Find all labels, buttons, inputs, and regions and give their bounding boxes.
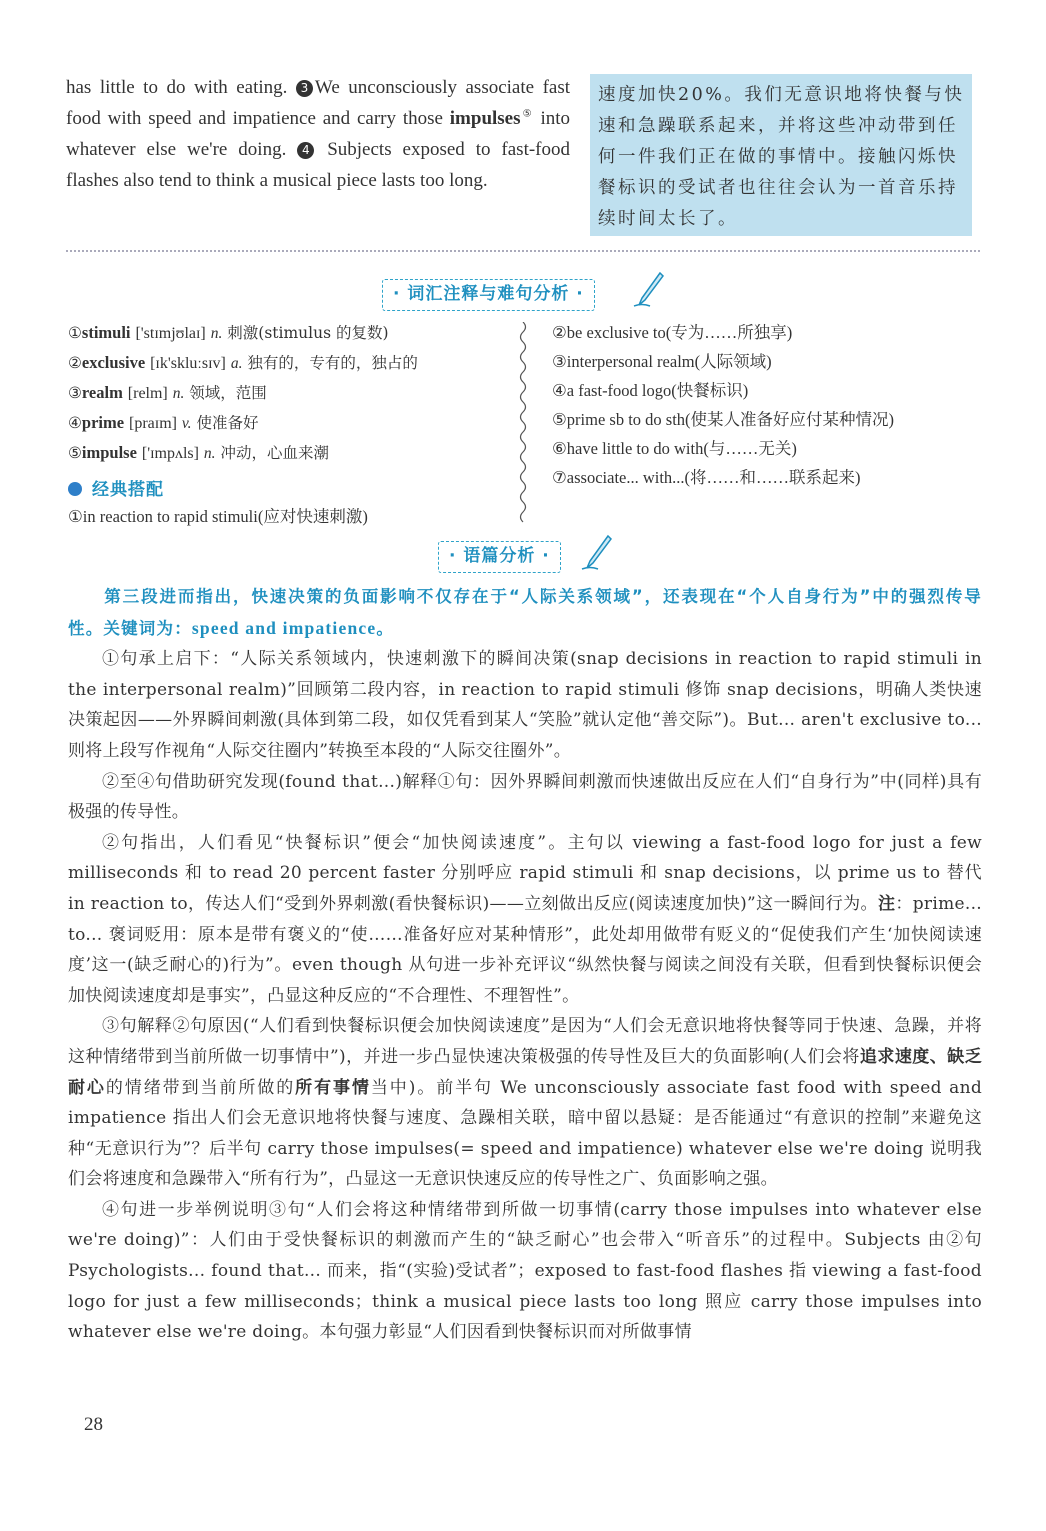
vocab-list-left [68,318,418,468]
keyword-impulses: impulses [449,108,521,129]
analysis-paragraph-5: ④句进一步举例说明③句“人们会将这种情绪带到所做一切事情(carry those impulses into whatever else we're doing)”：人们由于受快餐标识的刺激而产生的“缺乏耐心”也会带入“听音乐”的过程中。Subjects 由②句 Psychologists... found that... 而来，指“(实验)受试者”；exposed to fast-food flashes 指 viewing a fast-food logo for just a few milliseconds；think a musical piece lasts too long 照应 carry those impulses into whatever else we're doing。本句强力彰显“人们因看到快餐标识而对所做事情 [68,1199,982,1343]
vocab-item: ①stimuli ['stɪmjʊlaɪ] n. 刺激(stimulus 的复数) [68,323,389,342]
phrase-item: ②be exclusive to(专为……所独享) [552,323,793,342]
pen-icon [630,270,666,310]
phrase-item: ⑤prime sb to do sth(使某人准备好应付某种情况) [552,410,895,429]
phrase-item: ③interpersonal realm(人际领域) [552,352,772,371]
section-divider [66,250,980,252]
vocab-item: ②exclusive [ɪk'skluːsɪv] a. 独有的，专有的，独占的 [68,353,418,372]
vocab-section-heading: · 词汇注释与难句分析 · [382,279,595,311]
analysis-section-heading: · 语篇分析 · [438,541,561,573]
vocab-item: ③realm [relm] n. 领域，范围 [68,383,267,402]
analysis-body [68,582,982,1348]
collocation-list [68,502,368,531]
sentence-number-4: 4 [297,142,314,159]
vocab-item: ④prime [praɪm] v. 使准备好 [68,413,259,432]
phrase-item: ⑥have little to do with(与……无关) [552,439,797,458]
collocation-heading: 经典搭配 [68,475,164,500]
vocab-list-right [552,318,894,492]
phrase-item: ⑦associate... with...(将……和……联系起来) [552,468,861,487]
chinese-translation-box: 速度加快20%。我们无意识地将快餐与快速和急躁联系起来，并将这些冲动带到任何一件我们正在做的事情中。接触闪烁快餐标识的受试者也往往会认为一首音乐持续时间太长了。 [590,74,972,236]
english-passage: has little to do with eating. 3 We unconsciously associate fast food with speed and impatience and carry those impulses⑤ into whatever else we're doing. 4 Subjects exposed to fast-food flashes also tend to think a musical piece lasts too long. [66,77,571,191]
analysis-paragraph-1: ①句承上启下：“人际关系领域内，快速刺激下的瞬间决策(snap decisions in reaction to rapid stimuli in the interpersonal realm)”回顾第二段内容，in reaction to rapid stimuli 修饰 snap decisions，明确人类快速决策起因——外界瞬间刺激(具体到第二段，如仅凭看到某人“笑脸”就认定他“善交际”)。But... aren't exclusive to... 则将上段写作视角“人际交往圈内”转换至本段的“人际交往圈外”。 [68,649,982,761]
bullet-dot-icon [68,482,82,496]
sentence-number-3: 3 [296,80,313,97]
vocab-item: ⑤impulse ['ɪmpʌls] n. 冲动，心血来潮 [68,443,329,462]
collocation-item: ①in reaction to rapid stimuli(应对快速刺激) [68,507,368,526]
phrase-item: ④a fast-food logo(快餐标识) [552,381,749,400]
analysis-paragraph-4: ③句解释②句原因(“人们看到快餐标识便会加快阅读速度”是因为“人们会无意识地将快餐等同于快速、急躁，并将这种情绪带到当前所做一切事情中”)，并进一步凸显快速决策极强的传导性及巨大的负面影响(人们会将追求速度、缺乏耐心的情绪带到当前所做的所有事情当中)。前半句 We unconsciously associate fast food with speed and impatience 指出人们会无意识地将快餐与速度、急躁相关联，暗中留以悬疑：是否能通过“有意识的控制”来避免这种“无意识行为”？后半句 carry those impulses(= speed and impatience) whatever else we're doing 说明我们会将速度和急躁带入“所有行为”，凸显这一无意识快速反应的传导性之广、负面影响之强。 [68,1016,982,1190]
analysis-paragraph-3: ②句指出，人们看见“快餐标识”便会“加快阅读速度”。主句以 viewing a fast-food logo for just a few milliseconds 和 to read 20 percent faster 分别呼应 rapid stimuli 和 snap decisions，以 prime us to 替代 in reaction to，传达人们“受到外界刺激(看快餐标识)——立刻做出反应(阅读速度加快)”这一瞬间行为。注：prime... to... 褒词贬用：原本是带有褒义的“使……准备好应对某种情形”，此处却用做带有贬义的“促使我们产生‘加快阅读速度’这一(缺乏耐心的)行为”。even though 从句进一步补充评议“纵然快餐与阅读之间没有关联，但看到快餐标识便会加快阅读速度却是事实”，凸显这种反应的“不合理性、不理智性”。 [68,832,982,1006]
wavy-divider [516,322,530,527]
page-number: 28 [84,1414,103,1435]
analysis-lead: 第三段进而指出，快速决策的负面影响不仅存在于“人际关系领域”，还表现在“个人自身行为”中的强烈传导性。关键词为：speed and impatience。 [68,587,982,638]
analysis-paragraph-2: ②至④句借助研究发现(found that...)解释①句：因外界瞬间刺激而快速做出反应在人们“自身行为”中(同样)具有极强的传导性。 [68,771,982,823]
pen-icon [578,533,614,573]
